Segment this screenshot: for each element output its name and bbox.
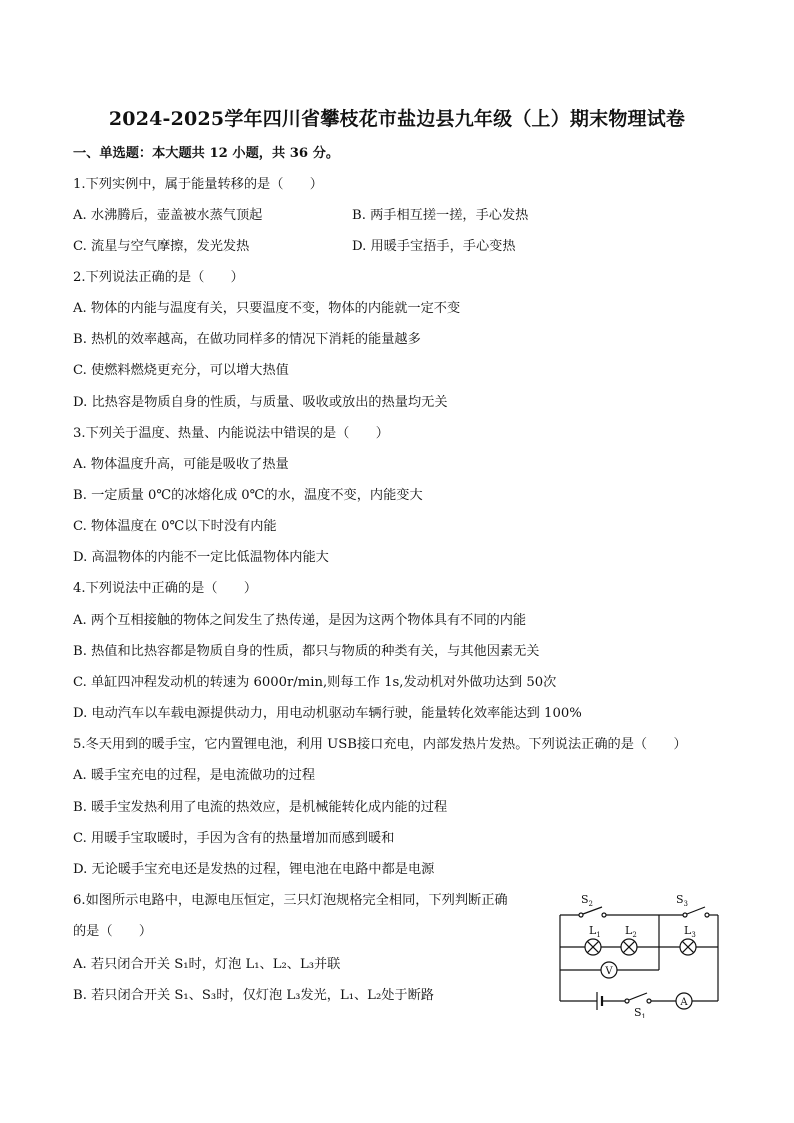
exam-title: 2024-2025学年四川省攀枝花市盐边县九年级（上）期末物理试卷 [108,108,686,130]
q2-option-a: A. 物体的内能与温度有关，只要温度不变，物体的内能就一定不变 [73,301,461,316]
q5-option-a: A. 暖手宝充电的过程，是电流做功的过程 [73,768,316,783]
switch-s3-pivot [683,913,687,917]
label-s1: $S_1$ [634,1006,647,1018]
q2-option-d: D. 比热容是物质自身的性质，与质量、吸收或放出的热量均无关 [73,395,448,410]
q3-option-c: C. 物体温度在 0℃以下时没有内能 [73,519,277,534]
q3-option-d: D. 高温物体的内能不一定比低温物体内能大 [73,550,329,565]
q4-option-b: B. 热值和比热容都是物质自身的性质，都只与物质的种类有关，与其他因素无关 [73,644,540,659]
q1-stem: 1.下列实例中，属于能量转移的是（ ） [73,177,323,192]
switch-s3-contact [705,913,709,917]
switch-s3-blade [687,907,705,914]
q4-stem: 4.下列说法中正确的是（ ） [73,581,258,596]
q4-option-c: C. 单缸四冲程发动机的转速为 6000r/min,则每工作 1s,发动机对外做功达到 50次 [73,675,557,690]
label-l2: $L_2$ [625,924,637,939]
q3-stem: 3.下列关于温度、热量、内能说法中错误的是（ ） [73,426,389,441]
label-ammeter: A [680,997,688,1008]
q5-stem: 5.冬天用到的暖手宝，它内置锂电池，利用 USB接口充电，内部发热片发热。下列说法正确的是（ ） [73,737,687,752]
q3-option-a: A. 物体温度升高，可能是吸收了热量 [73,457,289,472]
q1-option-b: B. 两手相互搓一搓，手心发热 [352,208,529,223]
q1-option-a: A. 水沸腾后，壶盖被水蒸气顶起 [73,208,263,223]
q2-option-b: B. 热机的效率越高，在做功同样多的情况下消耗的能量越多 [73,332,421,347]
q4-option-d: D. 电动汽车以车载电源提供动力，用电动机驱动车辆行驶，能量转化效率能达到 100% [73,706,582,721]
label-l3: $L_3$ [684,924,696,939]
switch-s2-contact [602,913,606,917]
q3-option-b: B. 一定质量 0℃的冰熔化成 0℃的水，温度不变，内能变大 [73,488,423,503]
q6-option-a: A. 若只闭合开关 S₁时，灯泡 L₁、L₂、L₃并联 [73,957,341,972]
q1-option-c: C. 流星与空气摩擦，发光发热 [73,239,250,254]
q1-option-d: D. 用暖手宝捂手，手心变热 [352,239,516,254]
q6-stem-continued: 的是（ ） [73,924,153,939]
q4-option-a: A. 两个互相接触的物体之间发生了热传递，是因为这两个物体具有不同的内能 [73,613,527,628]
circuit-diagram [552,888,724,1018]
label-s3: $S_3$ [676,893,689,908]
q2-option-c: C. 使燃料燃烧更充分，可以增大热值 [73,363,289,378]
label-s2: $S_2$ [581,893,594,908]
q5-option-b: B. 暖手宝发热利用了电流的热效应，是机械能转化成内能的过程 [73,800,448,815]
q6-option-b: B. 若只闭合开关 S₁、S₃时，仅灯泡 L₃发光，L₁、L₂处于断路 [73,988,434,1003]
switch-s2-blade [583,907,602,914]
label-l1: $L_1$ [589,924,601,939]
q5-option-d: D. 无论暖手宝充电还是发热的过程，锂电池在电路中都是电源 [73,862,435,877]
q5-option-c: C. 用暖手宝取暖时，手因为含有的热量增加而感到暖和 [73,831,395,846]
switch-s2-pivot [579,913,583,917]
switch-s1-blade [629,993,647,1000]
label-voltmeter: V [605,966,613,977]
q6-stem: 6.如图所示电路中，电源电压恒定，三只灯泡规格完全相同，下列判断正确 [73,893,508,908]
switch-s1-contact [647,999,651,1003]
switch-s1-pivot [625,999,629,1003]
section-heading: 一、单选题：本大题共 12 小题，共 36 分。 [73,146,340,161]
q2-stem: 2.下列说法正确的是（ ） [73,270,244,285]
